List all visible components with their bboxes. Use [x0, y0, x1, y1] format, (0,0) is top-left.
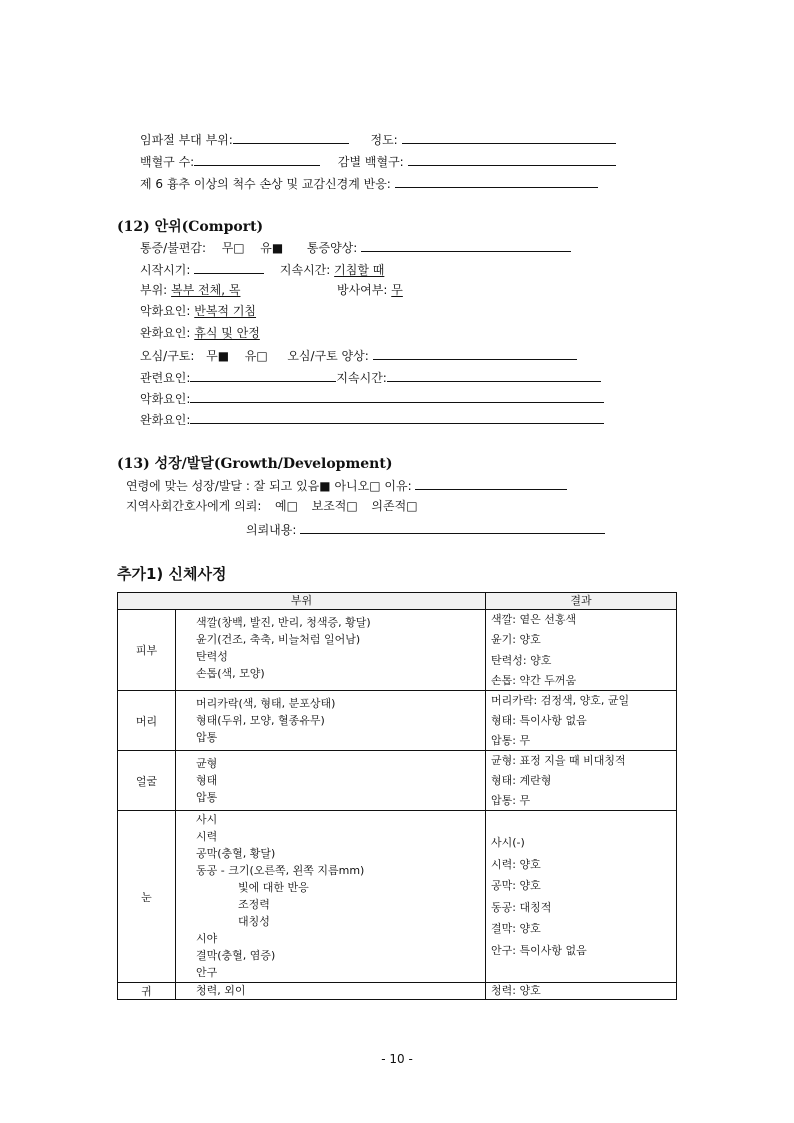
lymph-line	[140, 130, 616, 148]
list-item: 공막: 양호	[491, 879, 541, 892]
growth-label: 연령에 맞는 성장/발달 : 잘 되고 있음	[126, 479, 320, 493]
aggravating-line	[140, 303, 256, 319]
list-item: 동공 - 크기(오른쪽, 왼쪽 지름mm)	[196, 864, 365, 877]
extra-heading: 추가1) 신체사정	[117, 565, 227, 583]
table-row	[118, 751, 677, 811]
relieving-line	[140, 325, 260, 341]
degree-label: 정도:	[370, 133, 398, 147]
nausea-type-label: 오심/구토 양상:	[287, 349, 369, 363]
area-face: 얼굴	[118, 751, 176, 811]
nausea-type-blank[interactable]	[373, 346, 577, 360]
table-row	[118, 691, 677, 751]
site-value: 복부 전체, 목	[171, 283, 241, 297]
related-line	[140, 368, 601, 386]
radiation-label: 방사여부:	[337, 283, 388, 297]
list-item: 압통: 무	[491, 734, 531, 747]
table-row	[118, 811, 677, 983]
list-item: 사시(-)	[491, 836, 525, 849]
spinal-line	[140, 174, 598, 192]
list-item: 균형: 표정 지을 때 비대칭적	[491, 754, 626, 767]
list-item: 청력, 외이	[196, 984, 246, 997]
radiation-line	[337, 282, 403, 298]
list-item: 손톱(색, 모양)	[196, 667, 265, 680]
growth-no-label: 아니오	[334, 479, 370, 493]
table-header-row	[118, 593, 677, 610]
referral-content-blank[interactable]	[300, 520, 605, 534]
referral-content-label: 의뢰내용:	[246, 523, 297, 537]
site-line	[140, 282, 240, 298]
start-label: 시작시기:	[140, 263, 191, 277]
list-item: 결막: 양호	[491, 922, 541, 935]
list-item: 안구: 특이사항 없음	[491, 943, 587, 957]
list-item: 윤기: 양호	[491, 633, 541, 646]
area-ear: 귀	[118, 983, 176, 1000]
duration2-label: 지속시간:	[336, 371, 387, 385]
list-item: 윤기(건조, 축축, 비늘처럼 일어남)	[196, 633, 361, 646]
list-item: 시력	[196, 830, 218, 843]
list-item: 탄력성	[196, 650, 228, 663]
spinal-label: 제 6 흉추 이상의 척수 손상 및 교감신경계 반응:	[140, 177, 391, 191]
nausea-yes-label: 유	[244, 349, 257, 363]
list-item: 조정력	[238, 898, 270, 911]
face-items	[176, 751, 486, 811]
pain-label: 통증/불편감:	[140, 241, 207, 255]
pain-type-label: 통증양상:	[306, 241, 358, 255]
col-result-header: 결과	[486, 593, 677, 610]
duration-label: 지속시간:	[279, 263, 331, 277]
start-blank[interactable]	[194, 260, 264, 274]
page-number: - 10 -	[381, 1052, 413, 1066]
reason-label: 이유:	[384, 479, 412, 493]
list-item: 머리카락: 검정색, 양호, 균일	[491, 694, 630, 707]
list-item: 머리카락(색, 형태, 분포상태)	[196, 697, 336, 710]
referral-supportive-label: 보조적	[311, 499, 347, 513]
referral-dependent-label: 의존적	[371, 499, 407, 513]
aggravating-value: 반복적 기침	[194, 304, 257, 318]
list-item: 시력: 양호	[491, 857, 541, 871]
list-item: 색깔(창백, 발진, 반리, 청색증, 황달)	[196, 616, 371, 629]
related-label: 관련요인:	[140, 371, 191, 385]
related-blank[interactable]	[190, 368, 336, 382]
list-item: 형태(두위, 모양, 혈종유무)	[196, 714, 325, 727]
section-12-heading: (12) 안위(Comport)	[117, 219, 264, 235]
relieving-label: 완화요인:	[140, 326, 191, 340]
nausea-label: 오심/구토:	[140, 349, 195, 363]
start-line	[140, 260, 384, 278]
skin-items	[176, 610, 486, 691]
referral-line	[126, 498, 418, 514]
list-item: 시야	[196, 932, 218, 945]
relieving2-blank[interactable]	[190, 410, 604, 424]
head-results	[486, 691, 677, 751]
list-item: 압통	[196, 791, 218, 804]
aggravating2-line	[140, 389, 604, 407]
growth-yes-checkbox[interactable]: ■	[319, 479, 331, 493]
site-label: 부위:	[140, 283, 168, 297]
list-item: 결막(충혈, 염증)	[196, 949, 276, 962]
referral-content-line	[246, 520, 605, 538]
list-item: 색깔: 옅은 선홍색	[491, 613, 577, 626]
section-13-heading: (13) 성장/발달(Growth/Development)	[117, 456, 393, 472]
pain-yes-checkbox[interactable]: ■	[271, 241, 284, 255]
degree-blank[interactable]	[402, 130, 616, 144]
list-item: 사시	[196, 813, 218, 826]
radiation-value: 무	[391, 283, 403, 297]
relieving2-label: 완화요인:	[140, 413, 191, 427]
eye-results	[486, 811, 677, 983]
list-item: 탄력성: 양호	[491, 654, 552, 667]
area-head: 머리	[118, 691, 176, 751]
nausea-yes-checkbox[interactable]: □	[256, 349, 268, 363]
aggravating-label: 악화요인:	[140, 304, 191, 318]
relieving2-line	[140, 410, 604, 428]
referral-yes-label: 예	[275, 499, 287, 513]
growth-line	[126, 476, 567, 494]
growth-no-checkbox[interactable]: □	[369, 479, 381, 493]
list-item: 압통: 무	[491, 794, 531, 807]
spinal-blank[interactable]	[395, 174, 598, 188]
pain-type-blank[interactable]	[361, 238, 571, 252]
table-row	[118, 983, 677, 1000]
list-item: 균형	[196, 757, 218, 770]
referral-dependent-checkbox[interactable]: □	[406, 499, 418, 513]
nausea-no-checkbox[interactable]: ■	[217, 349, 230, 363]
list-item: 압통	[196, 731, 218, 744]
list-item: 빛에 대한 반응	[238, 881, 309, 894]
area-skin: 피부	[118, 610, 176, 691]
area-eye: 눈	[118, 811, 176, 983]
referral-supportive-checkbox[interactable]: □	[346, 499, 358, 513]
skin-results	[486, 610, 677, 691]
aggravating2-blank[interactable]	[190, 389, 604, 403]
wbc-label: 백혈구 수:	[140, 155, 195, 169]
list-item: 공막(충혈, 황달)	[196, 847, 276, 860]
nausea-no-label: 무	[206, 349, 218, 363]
relieving-value: 휴식 및 안정	[194, 326, 260, 340]
list-item: 안구	[196, 966, 218, 979]
pain-line	[140, 238, 571, 256]
face-results	[486, 751, 677, 811]
wbc-blank[interactable]	[194, 152, 320, 166]
col-area-header: 부위	[118, 593, 486, 610]
diff-wbc-label: 감별 백혈구:	[337, 155, 404, 169]
duration-value: 기침할 때	[334, 263, 385, 277]
duration2-blank[interactable]	[387, 368, 601, 382]
nausea-line	[140, 346, 577, 364]
list-item: 청력: 양호	[491, 984, 541, 997]
list-item: 형태: 계란형	[491, 774, 552, 787]
table-row	[118, 610, 677, 691]
list-item: 손톱: 약간 두꺼움	[491, 674, 577, 687]
head-items	[176, 691, 486, 751]
pain-yes-label: 유	[260, 241, 272, 255]
wbc-line	[140, 152, 616, 170]
lymph-label: 임파절 부대 부위:	[140, 133, 233, 147]
referral-yes-checkbox[interactable]: □	[286, 499, 298, 513]
physical-assessment-table	[117, 592, 677, 1000]
ear-items	[176, 983, 486, 1000]
referral-label: 지역사회간호사에게 의뢰:	[126, 499, 262, 513]
lymph-blank[interactable]	[233, 130, 349, 144]
list-item: 형태: 특이사항 없음	[491, 714, 587, 727]
pain-no-label: 무	[221, 241, 234, 255]
ear-results	[486, 983, 677, 1000]
diff-wbc-blank[interactable]	[408, 152, 616, 166]
eye-items	[176, 811, 486, 983]
reason-blank[interactable]	[415, 476, 567, 490]
pain-no-checkbox[interactable]: □	[233, 241, 245, 255]
list-item: 동공: 대칭적	[491, 900, 552, 914]
list-item: 대칭성	[238, 915, 270, 928]
aggravating2-label: 악화요인:	[140, 392, 191, 406]
list-item: 형태	[196, 774, 218, 787]
